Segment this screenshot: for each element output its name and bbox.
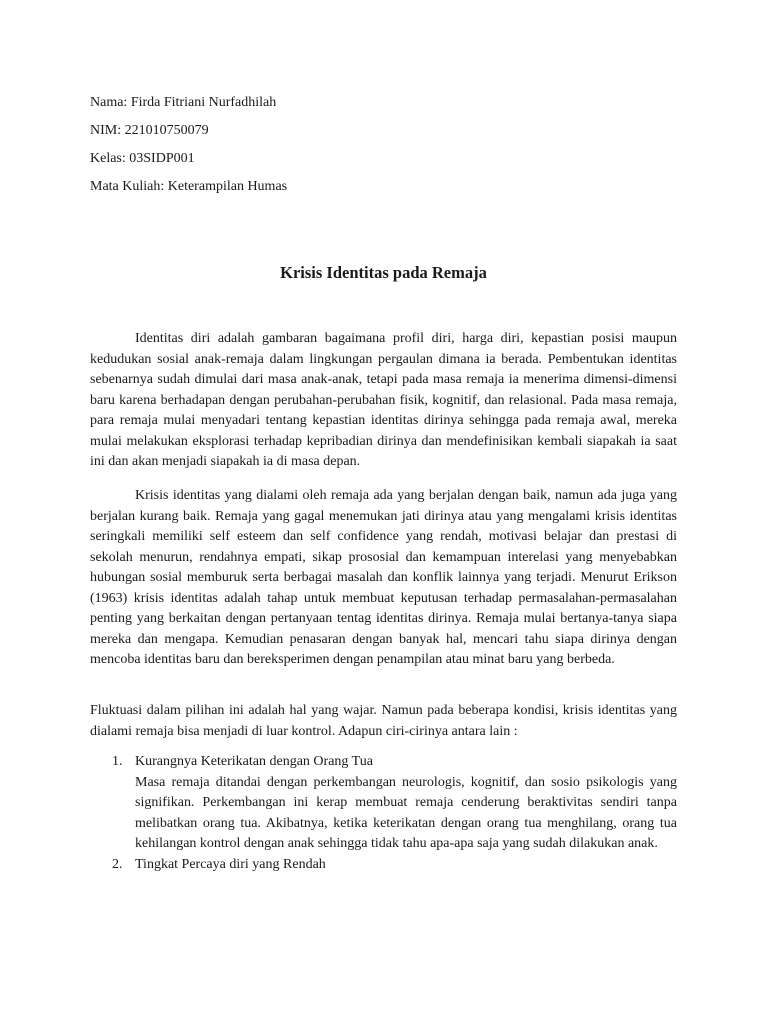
course-name: Mata Kuliah: Keterampilan Humas [90, 179, 288, 194]
document-title: Krisis Identitas pada Remaja [280, 263, 487, 282]
student-class: Kelas: 03SIDP001 [90, 151, 195, 166]
list-item-heading: Kurangnya Keterikatan dengan Orang Tua [135, 754, 373, 769]
list-item-body: Masa remaja ditandai dengan perkembangan neurologis, kognitif, dan sosio psikologis yang signifikan. Perkembangan ini kerap membuat remaja cenderung beraktivitas sendiri tanpa melibatkan orang tua. Akibatnya, ketika keterikatan dengan orang tua menghilang, orang tua kehilangan kontrol dengan anak sehingga tidak tahu apa-apa saja yang sudah dilakukan anak. [135, 774, 677, 851]
paragraph-3: Fluktuasi dalam pilihan ini adalah hal yang wajar. Namun pada beberapa kondisi, krisis identitas yang dialami remaja bisa menjadi di luar kontrol. Adapun ciri-cirinya antara lain : [90, 703, 677, 739]
paragraph-1: Identitas diri adalah gambaran bagaimana profil diri, harga diri, kepastian posisi maupun kedudukan sosial anak-remaja dalam lingkungan pergaulan dimana ia berada. Pembentukan identitas sebenarnya sudah dimulai dari masa anak-anak, tetapi pada masa remaja ia menerima dimensi-dimensi baru karena berhadapan dengan perubahan-perubahan fisik, kognitif, dan relasional. Pada masa remaja, para remaja mulai menyadari tentang kepastian identitas dirinya sehingga pada remaja awal, mereka mulai melakukan eksplorasi terhadap kepribadian dirinya dan mendefinisikan kembali siapakah ia saat ini dan akan menjadi siapakah ia di masa depan. [90, 331, 677, 469]
list-item [90, 855, 677, 876]
paragraph-2: Krisis identitas yang dialami oleh remaja ada yang berjalan dengan baik, namun ada juga yang berjalan kurang baik. Remaja yang gagal menemukan jati dirinya atau yang mengalami krisis identitas seringkali memiliki self esteem dan self confidence yang rendah, motivasi belajar dan prestasi di sekolah menurun, rendahnya empati, sikap prososial dan kemampuan interelasi yang menyebabkan hubungan sosial memburuk serta berbagai masalah dan konflik lainnya yang terjadi. Menurut Erikson (1963) krisis identitas adalah tahap untuk membuat keputusan terhadap permasalahan-permasalahan penting yang berkaitan dengan pertanyaan tentag identitas dirinya. Remaja mulai bertanya-tanya siapa mereka dan mengapa. Kemudian penasaran dengan banyak hal, mencari tahu siapa dirinya dengan mencoba identitas baru dan bereksperimen dengan penampilan atau minat baru yang berbeda. [90, 488, 677, 667]
list-item-heading: Tingkat Percaya diri yang Rendah [135, 856, 326, 872]
list-item-number: 2. [112, 856, 123, 872]
student-name: Nama: Firda Fitriani Nurfadhilah [90, 95, 277, 110]
characteristics-list [90, 752, 677, 875]
student-nim: NIM: 221010750079 [90, 123, 209, 138]
list-item-number: 1. [112, 754, 123, 769]
list-item [90, 752, 677, 855]
